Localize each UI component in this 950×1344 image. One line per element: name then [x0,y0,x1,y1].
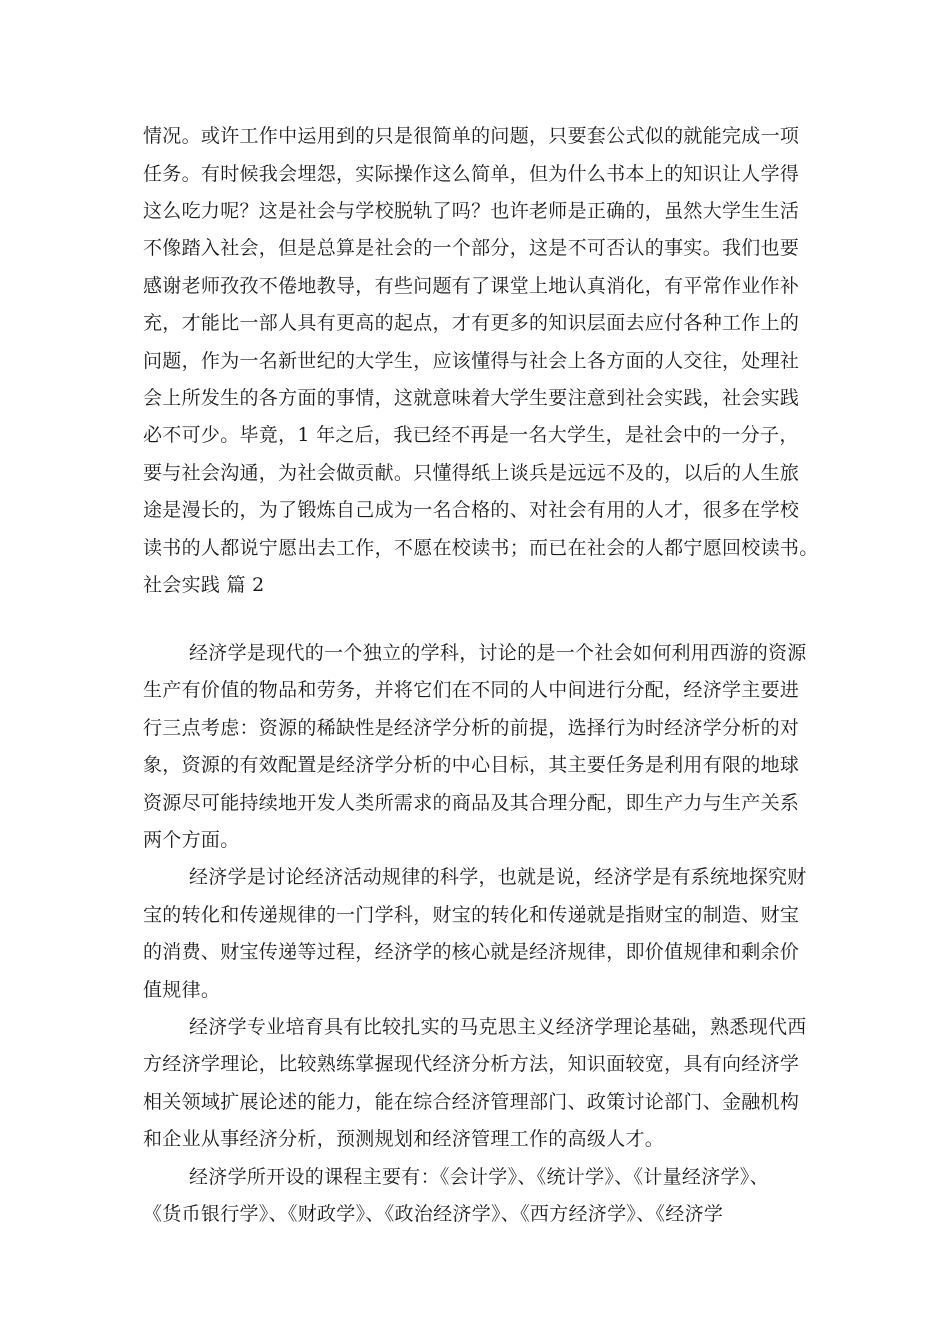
section-heading: 社会实践 篇 2 [143,574,265,596]
text-line: 不像踏入社会，但是总算是社会的一个部分，这是不可否认的事实。我们也要 [143,237,800,259]
text-line: 的消费、财宝传递等过程，经济学的核心就是经济规律，即价值规律和剩余价 [143,941,800,963]
text-line: 感谢老师孜孜不倦地教导，有些问题有了课堂上地认真消化，有平常作业作补 [143,275,800,297]
text-line: 《货币银行学》、《财政学》、《政治经济学》、《西方经济学》、《经济学 [143,1203,724,1225]
text-line: 象，资源的有效配置是经济学分析的中心目标，其主要任务是利用有限的地球 [143,754,800,776]
text-line: 宝的转化和传递规律的一门学科，财宝的转化和传递就是指财宝的制造、财宝 [143,904,800,926]
text-line: 充，才能比一部人具有更高的起点，才有更多的知识层面去应付各种工作上的 [143,312,800,334]
text-line: 问题，作为一名新世纪的大学生，应该懂得与社会上各方面的人交往，处理社 [143,350,800,372]
text-line: 任务。有时候我会埋怨，实际操作这么简单，但为什么书本上的知识让人学得 [143,163,800,185]
text-line: 相关领域扩展论述的能力，能在综合经济管理部门、政策讨论部门、金融机构 [143,1091,800,1113]
text-line: 方经济学理论，比较熟练掌握现代经济分析方法，知识面较宽，具有向经济学 [143,1053,800,1075]
text-line: 资源尽可能持续地开发人类所需求的商品及其合理分配，即生产力与生产关系 [143,792,800,814]
text-line: 这么吃力呢？这是社会与学校脱轨了吗？也许老师是正确的，虽然大学生生活 [143,200,800,222]
paragraph-first-line: 经济学是现代的一个独立的学科，讨论的是一个社会如何利用西游的资源 [189,642,807,664]
text-line: 读书的人都说宁愿出去工作，不愿在校读书；而已在社会的人都宁愿回校读书。 [143,537,819,559]
paragraph-first-line: 经济学所开设的课程主要有：《会计学》、《统计学》、《计量经济学》、 [189,1166,769,1188]
text-line: 值规律。 [143,979,221,1001]
text-line: 两个方面。 [143,829,240,851]
text-line: 情况。或许工作中运用到的只是很简单的问题，只要套公式似的就能完成一项 [143,125,800,147]
text-line: 会上所发生的各方面的事情，这就意味着大学生要注意到社会实践，社会实践 [143,387,800,409]
text-line: 生产有价值的物品和劳务，并将它们在不同的人中间进行分配，经济学主要进 [143,679,800,701]
paragraph-first-line: 经济学是讨论经济活动规律的科学，也就是说，经济学是有系统地探究财 [189,866,807,888]
text-line: 必不可少。毕竟，1 年之后，我已经不再是一名大学生，是社会中的一分子， [143,424,799,446]
text-line: 和企业从事经济分析，预测规划和经济管理工作的高级人才。 [143,1128,665,1150]
text-line: 要与社会沟通，为社会做贡献。只懂得纸上谈兵是远远不及的，以后的人生旅 [143,462,800,484]
text-line: 行三点考虑：资源的稀缺性是经济学分析的前提，选择行为时经济学分析的对 [143,717,800,739]
text-line: 途是漫长的，为了锻炼自己成为一名合格的、对社会有用的人才，很多在学校 [143,499,800,521]
paragraph-first-line: 经济学专业培育具有比较扎实的马克思主义经济学理论基础，熟悉现代西 [189,1016,807,1038]
